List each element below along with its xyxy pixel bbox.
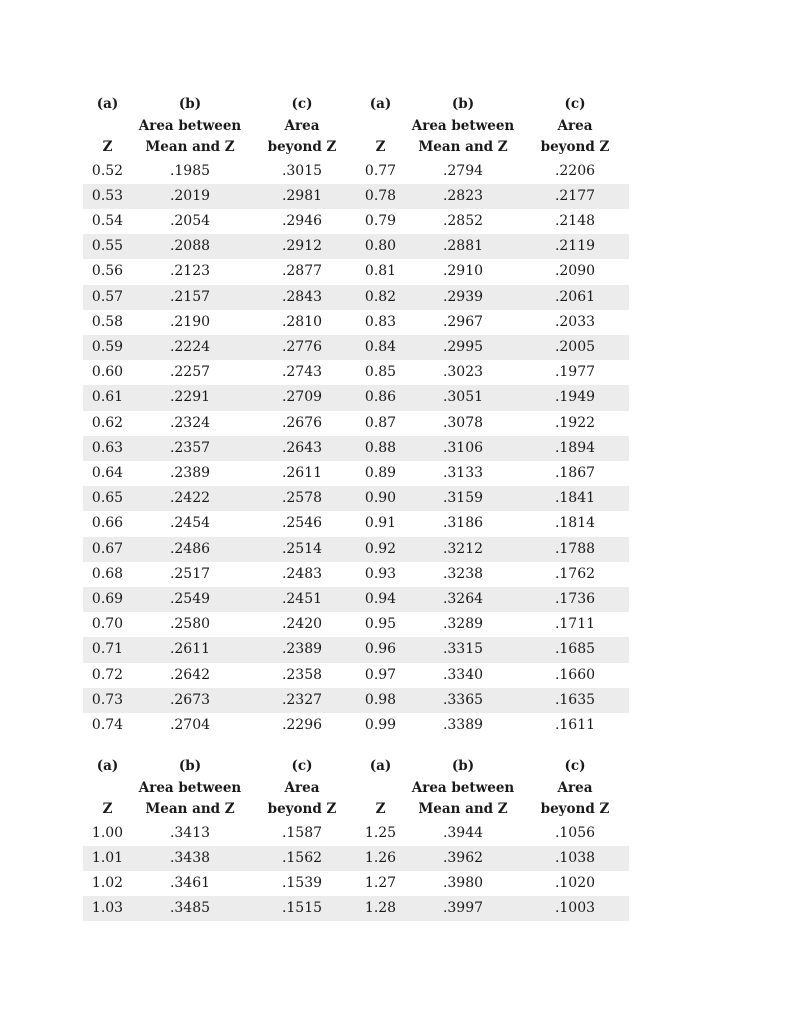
area-beyond-z-cell: .1685	[521, 637, 629, 662]
area-beyond-z-cell: .2776	[248, 335, 356, 360]
area-between-mean-and-z-cell: .3186	[442, 515, 484, 532]
area-between-mean-and-z-cell: .3315	[405, 637, 521, 662]
table-row	[83, 234, 629, 259]
area-between-mean-and-z-cell: .2291	[132, 385, 248, 410]
z-value-cell: 0.67	[83, 537, 132, 562]
header-z: Z	[102, 801, 113, 817]
z-value-cell: 1.03	[83, 896, 132, 921]
area-beyond-z-cell: .2912	[248, 234, 356, 259]
z-value-cell: 1.25	[364, 824, 397, 841]
z-value-cell: 0.91	[364, 515, 397, 532]
z-table-1-header	[83, 94, 629, 159]
z-table-2-body	[83, 821, 629, 922]
header-col-a: (a)	[96, 96, 119, 112]
area-between-mean-and-z-cell: .3413	[169, 824, 211, 841]
area-beyond-z-cell: .2483	[281, 565, 323, 582]
area-between-mean-and-z-cell: .3389	[442, 716, 484, 733]
area-between-mean-and-z-cell: .2019	[132, 184, 248, 209]
area-between-mean-and-z-cell: .2642	[169, 666, 211, 683]
z-value-cell: 0.86	[356, 385, 405, 410]
z-value-cell: 0.54	[91, 212, 124, 229]
header-col-c: (c)	[564, 96, 586, 112]
header-area-between: Area between	[411, 117, 515, 134]
z-table-2-header	[83, 756, 629, 821]
table-row	[83, 259, 629, 284]
header-col-a: (a)	[369, 96, 392, 112]
z-value-cell: 0.57	[83, 285, 132, 310]
table-row	[83, 713, 629, 738]
area-between-mean-and-z-cell: .2357	[132, 436, 248, 461]
area-beyond-z-cell: .2810	[281, 313, 323, 330]
z-table-2	[83, 756, 629, 921]
area-between-mean-and-z-cell: .2673	[132, 688, 248, 713]
area-beyond-z-cell: .2578	[248, 486, 356, 511]
header-col-b: (b)	[451, 96, 475, 112]
table-row	[83, 184, 629, 209]
z-value-cell: 1.28	[356, 896, 405, 921]
area-between-mean-and-z-cell: .2967	[442, 313, 484, 330]
area-between-mean-and-z-cell: .3133	[442, 464, 484, 481]
table-row	[83, 411, 629, 436]
area-between-mean-and-z-cell: .3944	[442, 824, 484, 841]
z-value-cell: 0.64	[91, 464, 124, 481]
area-between-mean-and-z-cell: .2611	[132, 637, 248, 662]
area-between-mean-and-z-cell: .2088	[132, 234, 248, 259]
area-beyond-z-cell: .1736	[521, 587, 629, 612]
area-beyond-z-cell: .2843	[248, 285, 356, 310]
z-value-cell: 0.68	[91, 565, 124, 582]
header-blank	[356, 116, 405, 138]
area-beyond-z-cell: .2676	[281, 414, 323, 431]
table-row	[83, 846, 629, 871]
table-row	[83, 537, 629, 562]
z-value-cell: 0.85	[364, 364, 397, 381]
area-beyond-z-cell: .2177	[521, 184, 629, 209]
table-row	[83, 461, 629, 486]
area-beyond-z-cell: .2389	[248, 637, 356, 662]
table-row	[83, 285, 629, 310]
header-area: Area	[284, 779, 320, 796]
area-between-mean-and-z-cell: .2123	[169, 263, 211, 280]
z-value-cell: 1.01	[83, 846, 132, 871]
area-beyond-z-cell: .2420	[281, 616, 323, 633]
area-beyond-z-cell: .2296	[281, 716, 323, 733]
area-between-mean-and-z-cell: .3980	[442, 874, 484, 891]
area-between-mean-and-z-cell: .2422	[132, 486, 248, 511]
z-value-cell: 1.02	[91, 874, 124, 891]
z-value-cell: 0.84	[356, 335, 405, 360]
z-value-cell: 0.58	[91, 313, 124, 330]
area-between-mean-and-z-cell: .3106	[405, 436, 521, 461]
area-beyond-z-cell: .2514	[248, 537, 356, 562]
z-value-cell: 0.59	[83, 335, 132, 360]
area-beyond-z-cell: .2090	[554, 263, 596, 280]
area-beyond-z-cell: .1894	[521, 436, 629, 461]
area-beyond-z-cell: .3015	[281, 162, 323, 179]
table-row	[83, 562, 629, 587]
header-col-a: (a)	[369, 758, 392, 774]
area-between-mean-and-z-cell: .2389	[169, 464, 211, 481]
z-value-cell: 0.88	[356, 436, 405, 461]
z-table-1	[83, 94, 629, 738]
header-beyond-z: beyond Z	[540, 801, 610, 817]
z-value-cell: 0.53	[83, 184, 132, 209]
area-between-mean-and-z-cell: .3212	[405, 537, 521, 562]
z-value-cell: 0.89	[364, 464, 397, 481]
table-row	[83, 871, 629, 896]
z-value-cell: 0.97	[364, 666, 397, 683]
area-between-mean-and-z-cell: .2224	[132, 335, 248, 360]
area-beyond-z-cell: .2981	[248, 184, 356, 209]
z-value-cell: 0.72	[91, 666, 124, 683]
header-z: Z	[375, 139, 386, 155]
area-beyond-z-cell: .1841	[521, 486, 629, 511]
area-between-mean-and-z-cell: .2910	[442, 263, 484, 280]
table-row	[83, 688, 629, 713]
z-value-cell: 0.82	[356, 285, 405, 310]
table-row	[83, 587, 629, 612]
area-beyond-z-cell: .1539	[281, 874, 323, 891]
area-beyond-z-cell: .1762	[554, 565, 596, 582]
table-row	[83, 511, 629, 536]
header-mean-and-z: Mean and Z	[418, 139, 508, 155]
header-area-between: Area between	[138, 117, 242, 134]
area-beyond-z-cell: .1515	[248, 896, 356, 921]
area-beyond-z-cell: .1562	[248, 846, 356, 871]
area-beyond-z-cell: .2946	[281, 212, 323, 229]
area-between-mean-and-z-cell: .3438	[132, 846, 248, 871]
area-beyond-z-cell: .1635	[521, 688, 629, 713]
area-beyond-z-cell: .2119	[521, 234, 629, 259]
area-between-mean-and-z-cell: .3485	[132, 896, 248, 921]
z-value-cell: 0.77	[364, 162, 397, 179]
z-value-cell: 0.74	[91, 716, 124, 733]
area-between-mean-and-z-cell: .2454	[169, 515, 211, 532]
header-col-c: (c)	[291, 96, 313, 112]
area-between-mean-and-z-cell: .3023	[442, 364, 484, 381]
header-z: Z	[102, 139, 113, 155]
header-col-b: (b)	[451, 758, 475, 774]
area-beyond-z-cell: .1977	[554, 364, 596, 381]
header-blank	[83, 778, 132, 800]
area-beyond-z-cell: .2877	[281, 263, 323, 280]
area-beyond-z-cell: .2148	[554, 212, 596, 229]
z-value-cell: 0.90	[356, 486, 405, 511]
z-value-cell: 1.26	[356, 846, 405, 871]
area-beyond-z-cell: .1587	[281, 824, 323, 841]
area-beyond-z-cell: .1003	[521, 896, 629, 921]
table-row	[83, 612, 629, 637]
table-row	[83, 310, 629, 335]
area-beyond-z-cell: .1867	[554, 464, 596, 481]
header-col-a: (a)	[96, 758, 119, 774]
area-between-mean-and-z-cell: .2257	[169, 364, 211, 381]
header-col-c: (c)	[564, 758, 586, 774]
table-row	[83, 335, 629, 360]
area-beyond-z-cell: .2327	[248, 688, 356, 713]
table-row	[83, 209, 629, 234]
z-value-cell: 0.78	[356, 184, 405, 209]
area-between-mean-and-z-cell: .2190	[169, 313, 211, 330]
table-row	[83, 486, 629, 511]
area-beyond-z-cell: .1611	[554, 716, 596, 733]
z-table-1-body	[83, 159, 629, 739]
header-beyond-z: beyond Z	[540, 139, 610, 155]
area-between-mean-and-z-cell: .3962	[405, 846, 521, 871]
area-between-mean-and-z-cell: .2486	[132, 537, 248, 562]
area-between-mean-and-z-cell: .2995	[405, 335, 521, 360]
area-between-mean-and-z-cell: .2881	[405, 234, 521, 259]
z-value-cell: 0.79	[364, 212, 397, 229]
z-value-cell: 0.87	[364, 414, 397, 431]
area-beyond-z-cell: .2709	[248, 385, 356, 410]
table-row	[83, 385, 629, 410]
table-row	[83, 159, 629, 184]
area-between-mean-and-z-cell: .2823	[405, 184, 521, 209]
z-value-cell: 0.93	[364, 565, 397, 582]
z-value-cell: 1.00	[91, 824, 124, 841]
z-value-cell: 0.70	[91, 616, 124, 633]
header-beyond-z: beyond Z	[267, 139, 337, 155]
area-beyond-z-cell: .1814	[554, 515, 596, 532]
area-between-mean-and-z-cell: .2580	[169, 616, 211, 633]
table-row	[83, 436, 629, 461]
table-row	[83, 637, 629, 662]
area-between-mean-and-z-cell: .3289	[442, 616, 484, 633]
area-between-mean-and-z-cell: .2054	[169, 212, 211, 229]
area-beyond-z-cell: .1711	[554, 616, 596, 633]
area-between-mean-and-z-cell: .3264	[405, 587, 521, 612]
table-row	[83, 896, 629, 921]
area-beyond-z-cell: .1949	[521, 385, 629, 410]
area-beyond-z-cell: .2611	[281, 464, 323, 481]
area-beyond-z-cell: .2546	[281, 515, 323, 532]
z-value-cell: 0.95	[364, 616, 397, 633]
area-between-mean-and-z-cell: .2157	[132, 285, 248, 310]
header-blank	[356, 778, 405, 800]
area-between-mean-and-z-cell: .2517	[169, 565, 211, 582]
table-row	[83, 360, 629, 385]
area-between-mean-and-z-cell: .3997	[405, 896, 521, 921]
area-beyond-z-cell: .2206	[554, 162, 596, 179]
header-mean-and-z: Mean and Z	[145, 801, 235, 817]
area-between-mean-and-z-cell: .3238	[442, 565, 484, 582]
area-between-mean-and-z-cell: .3340	[442, 666, 484, 683]
area-between-mean-and-z-cell: .2939	[405, 285, 521, 310]
header-col-b: (b)	[178, 758, 202, 774]
z-value-cell: 0.81	[364, 263, 397, 280]
area-between-mean-and-z-cell: .1985	[169, 162, 211, 179]
header-area-between: Area between	[411, 779, 515, 796]
z-value-cell: 0.71	[83, 637, 132, 662]
area-beyond-z-cell: .2643	[248, 436, 356, 461]
header-col-c: (c)	[291, 758, 313, 774]
area-beyond-z-cell: .1922	[554, 414, 596, 431]
z-value-cell: 0.52	[91, 162, 124, 179]
area-between-mean-and-z-cell: .2324	[169, 414, 211, 431]
z-value-cell: 0.98	[356, 688, 405, 713]
table-row	[83, 663, 629, 688]
z-value-cell: 0.55	[83, 234, 132, 259]
header-col-b: (b)	[178, 96, 202, 112]
header-mean-and-z: Mean and Z	[145, 139, 235, 155]
z-value-cell: 0.56	[91, 263, 124, 280]
z-value-cell: 0.73	[83, 688, 132, 713]
header-z: Z	[375, 801, 386, 817]
z-value-cell: 0.61	[83, 385, 132, 410]
area-between-mean-and-z-cell: .2704	[169, 716, 211, 733]
area-beyond-z-cell: .2005	[521, 335, 629, 360]
area-beyond-z-cell: .2033	[554, 313, 596, 330]
area-beyond-z-cell: .1660	[554, 666, 596, 683]
area-between-mean-and-z-cell: .2549	[132, 587, 248, 612]
area-beyond-z-cell: .2358	[281, 666, 323, 683]
z-value-cell: 0.69	[83, 587, 132, 612]
header-beyond-z: beyond Z	[267, 801, 337, 817]
area-between-mean-and-z-cell: .3051	[405, 385, 521, 410]
z-value-cell: 0.94	[356, 587, 405, 612]
z-value-cell: 0.92	[356, 537, 405, 562]
area-beyond-z-cell: .1788	[521, 537, 629, 562]
area-beyond-z-cell: .1056	[554, 824, 596, 841]
area-between-mean-and-z-cell: .2794	[442, 162, 484, 179]
header-mean-and-z: Mean and Z	[418, 801, 508, 817]
z-value-cell: 0.62	[91, 414, 124, 431]
z-value-cell: 0.83	[364, 313, 397, 330]
header-area: Area	[284, 117, 320, 134]
area-between-mean-and-z-cell: .3365	[405, 688, 521, 713]
z-value-cell: 0.96	[356, 637, 405, 662]
header-area: Area	[557, 117, 593, 134]
header-area-between: Area between	[138, 779, 242, 796]
area-between-mean-and-z-cell: .3159	[405, 486, 521, 511]
area-between-mean-and-z-cell: .3078	[442, 414, 484, 431]
area-beyond-z-cell: .1038	[521, 846, 629, 871]
header-area: Area	[557, 779, 593, 796]
z-value-cell: 0.80	[356, 234, 405, 259]
area-between-mean-and-z-cell: .2852	[442, 212, 484, 229]
z-value-cell: 0.99	[364, 716, 397, 733]
z-value-cell: 0.66	[91, 515, 124, 532]
area-between-mean-and-z-cell: .3461	[169, 874, 211, 891]
table-row	[83, 821, 629, 846]
area-beyond-z-cell: .2061	[521, 285, 629, 310]
area-beyond-z-cell: .2743	[281, 364, 323, 381]
z-value-cell: 1.27	[364, 874, 397, 891]
header-blank	[83, 116, 132, 138]
z-value-cell: 0.63	[83, 436, 132, 461]
z-value-cell: 0.65	[83, 486, 132, 511]
area-beyond-z-cell: .1020	[554, 874, 596, 891]
area-beyond-z-cell: .2451	[248, 587, 356, 612]
z-value-cell: 0.60	[91, 364, 124, 381]
